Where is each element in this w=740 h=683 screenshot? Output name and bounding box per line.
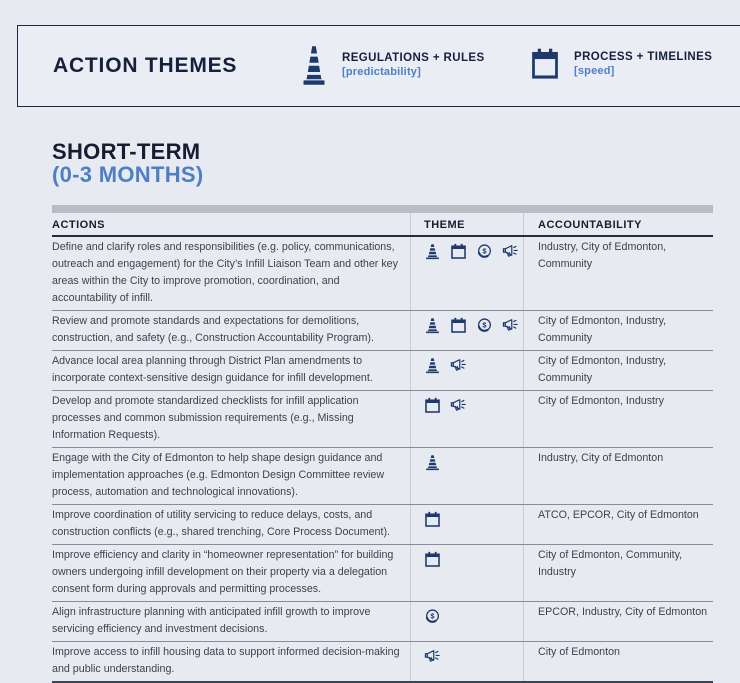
column-header-actions: ACTIONS <box>52 219 105 231</box>
section-subtitle: (0-3 MONTHS) <box>52 162 204 187</box>
calendar-icon <box>530 47 560 81</box>
table-row <box>52 237 713 311</box>
table-header-row <box>52 213 713 237</box>
megaphone-icon <box>502 317 519 334</box>
accountability-text: ATCO, EPCOR, City of Edmonton <box>523 505 713 544</box>
megaphone-icon <box>424 648 441 665</box>
accountability-text: City of Edmonton, Industry <box>523 391 713 447</box>
action-text: Develop and promote standardized checklists for infill application processes and common submission requirements (e.g., Missing Information Requests). <box>52 395 359 441</box>
calendar-icon <box>424 511 441 528</box>
accountability-text: EPCOR, Industry, City of Edmonton <box>523 602 713 641</box>
panel-title: ACTION THEMES <box>53 54 238 77</box>
theme-icons <box>410 545 523 601</box>
action-text: Advance local area planning through District Plan amendments to incorporate context-sensitive design guidance for infill development. <box>52 355 373 384</box>
action-text: Improve access to infill housing data to support informed decision-making and public understanding. <box>52 646 400 675</box>
megaphone-icon <box>502 243 519 260</box>
cone-icon <box>424 317 441 334</box>
legend-text <box>574 51 712 77</box>
table-row <box>52 391 713 448</box>
theme-icons <box>410 448 523 504</box>
calendar-icon <box>450 243 467 260</box>
action-themes-panel <box>17 25 740 107</box>
table-row <box>52 545 713 602</box>
action-text: Align infrastructure planning with anticipated infill growth to improve servicing efficiency and investment decisions. <box>52 606 371 635</box>
section-title: SHORT-TERM <box>52 139 201 164</box>
calendar-icon <box>424 397 441 414</box>
action-text: Engage with the City of Edmonton to help shape design guidance and implementation approaches (e.g. Edmonton Design Committee review process, automation and technological innovations). <box>52 452 385 498</box>
legend-label: REGULATIONS + RULES <box>342 52 485 64</box>
legend-label: PROCESS + TIMELINES <box>574 51 713 63</box>
table-row <box>52 642 713 683</box>
theme-icons <box>410 391 523 447</box>
megaphone-icon <box>450 397 467 414</box>
action-text: Improve coordination of utility servicing to reduce delays, costs, and construction conflicts (e.g., shared trenching, Core Process Document). <box>52 509 390 538</box>
coin-icon <box>476 243 493 260</box>
cone-icon <box>424 454 441 471</box>
calendar-icon <box>450 317 467 334</box>
table-row <box>52 311 713 351</box>
legend-qualifier: [speed] <box>574 65 615 77</box>
table-row <box>52 448 713 505</box>
accountability-text: City of Edmonton, Industry, Community <box>523 351 713 390</box>
section-heading <box>52 140 204 186</box>
accountability-text: City of Edmonton, Community, Industry <box>523 545 713 601</box>
accountability-text: Industry, City of Edmonton, Community <box>523 237 713 310</box>
action-text: Improve efficiency and clarity in “homeowner representation” for building owners undergoing infill development on their property via a delegation consent form during approvals and permitting processes. <box>52 549 394 595</box>
theme-icons <box>410 351 523 390</box>
cone-icon <box>424 243 441 260</box>
table-row <box>52 602 713 642</box>
column-header-accountability: ACCOUNTABILITY <box>523 213 713 235</box>
cone-icon <box>300 43 328 87</box>
accountability-text: City of Edmonton, Industry, Community <box>523 311 713 350</box>
megaphone-icon <box>450 357 467 374</box>
legend-qualifier: [predictability] <box>342 66 421 78</box>
coin-icon <box>424 608 441 625</box>
theme-icons <box>410 237 523 310</box>
theme-icons <box>410 505 523 544</box>
table-body <box>52 237 713 683</box>
cone-icon <box>424 357 441 374</box>
calendar-icon <box>424 551 441 568</box>
action-text: Review and promote standards and expectations for demolitions, construction, and safety (e.g., Construction Accountability Program). <box>52 315 374 344</box>
legend-text <box>342 52 485 78</box>
coin-icon <box>476 317 493 334</box>
table-top-bar <box>52 205 713 213</box>
theme-icons <box>410 311 523 350</box>
table-row <box>52 351 713 391</box>
actions-table <box>52 213 713 683</box>
table-row <box>52 505 713 545</box>
legend-regulations-rules <box>300 43 485 87</box>
action-text: Define and clarify roles and responsibilities (e.g. policy, communications, outreach and engagement) for the City’s Infill Liaison Team and other key areas within the City to improve promotion, coordination, and accountability of infill. <box>52 241 398 304</box>
accountability-text: Industry, City of Edmonton <box>523 448 713 504</box>
column-header-theme: THEME <box>410 213 523 235</box>
theme-icons <box>410 602 523 641</box>
legend-process-timelines <box>530 47 712 81</box>
accountability-text: City of Edmonton <box>523 642 713 681</box>
